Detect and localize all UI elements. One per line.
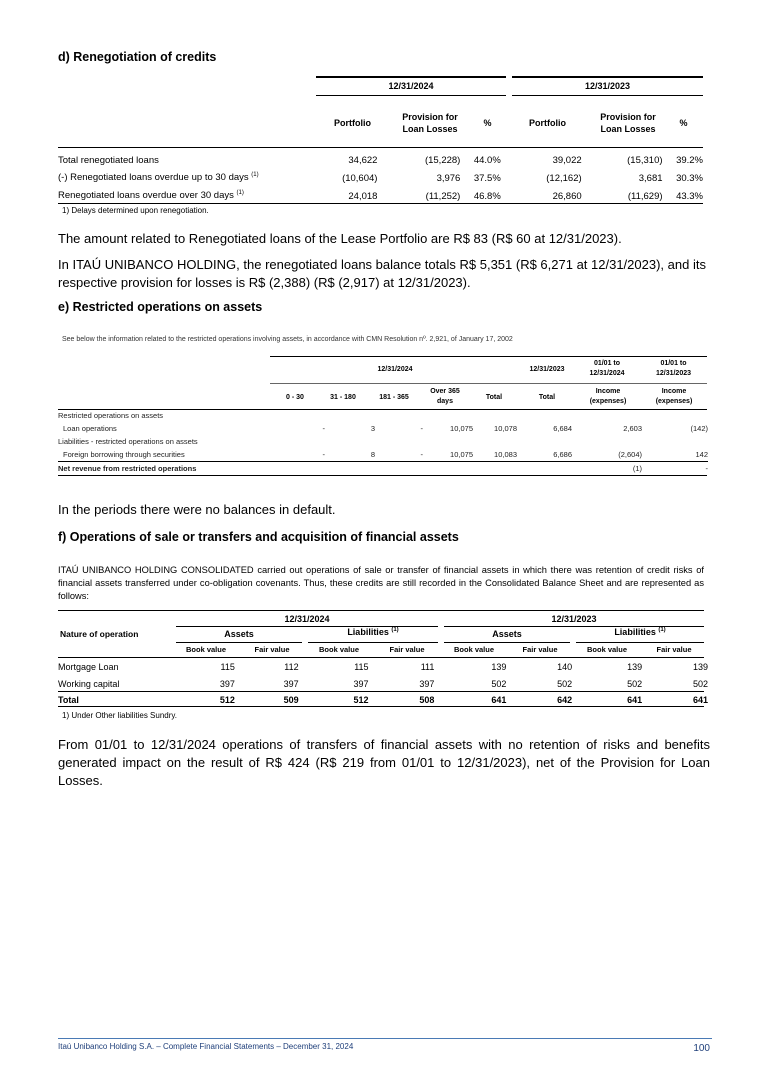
paragraph: In ITAÚ UNIBANCO HOLDING, the renegotiated loans balance totals R$ 5,351 (R$ 6,271 at 12/31/2023), and its respective provision for losses is R$ (2,388) (R$ (2,917) at 12/31/2023). <box>58 257 706 290</box>
group-label: Liabilities - restricted operations on assets <box>58 437 198 446</box>
rule <box>316 76 506 78</box>
row-label: Loan operations <box>63 424 117 433</box>
cell: 397 <box>353 678 369 689</box>
rule <box>512 76 703 78</box>
page-number: 100 <box>693 1043 710 1054</box>
col-book: Book value <box>586 645 627 654</box>
col-book: Book value <box>185 645 226 654</box>
paragraph: From 01/01 to 12/31/2024 operations of transfers of financial assets with no retention of risks and benefits generated impact on the result of R$ 424 (R$ 219 from 01/01 to 12/31/2023), net of the Provision for Loan Losses. <box>58 737 710 788</box>
cell: 142 <box>695 449 708 459</box>
rule <box>308 642 438 643</box>
cell: (11,629) <box>627 190 663 202</box>
cell: 642 <box>557 694 573 705</box>
cell: 139 <box>491 661 507 672</box>
footer-text: Itaú Unibanco Holding S.A. – Complete Financial Statements – December 31, 2024 <box>58 1042 354 1051</box>
col-over-365: Over 365 days <box>430 388 460 405</box>
cell: 502 <box>491 678 507 689</box>
date-2023: 12/31/2023 <box>529 366 565 373</box>
cell: (11,252) <box>425 190 461 202</box>
cell: 502 <box>557 678 573 689</box>
table-row <box>58 658 708 675</box>
cell: 3,681 <box>638 172 663 184</box>
col-fair: Fair value <box>389 645 425 654</box>
cell: 112 <box>284 661 299 672</box>
rule <box>58 475 707 476</box>
rule <box>58 610 704 611</box>
cell: 39,022 <box>552 154 582 166</box>
col-pct: % <box>483 118 492 128</box>
col-pct: % <box>679 118 688 128</box>
row-label: Total renegotiated loans <box>58 154 159 166</box>
table-row <box>58 461 708 475</box>
date-2024: 12/31/2024 <box>377 366 413 373</box>
col-0-30: 0 - 30 <box>286 394 304 401</box>
row-label: Working capital <box>58 678 120 689</box>
rule <box>270 383 707 384</box>
cell: 6,686 <box>553 449 572 459</box>
paragraph: The amount related to Renegotiated loans of the Lease Portfolio are R$ 83 (R$ 60 at 12/31/2023). <box>58 231 622 246</box>
col-portfolio: Portfolio <box>334 118 371 128</box>
cell: - <box>705 463 708 473</box>
cell: 139 <box>627 661 643 672</box>
cell: 43.3% <box>676 190 703 202</box>
cell: 8 <box>370 449 375 459</box>
cell: 24,018 <box>348 190 378 202</box>
renegotiation-table <box>58 151 703 205</box>
cell: (15,228) <box>424 154 461 166</box>
section-f-heading: f) Operations of sale or transfers and acquisition of financial assets <box>58 530 459 544</box>
col-total: Total <box>538 394 556 401</box>
table-row <box>58 409 708 422</box>
period-2023: 01/01 to 12/31/2023 <box>655 360 692 377</box>
date-2023: 12/31/2023 <box>551 614 597 624</box>
cell: (1) <box>632 463 642 473</box>
rule <box>512 95 703 96</box>
col-provision: Provision for Loan Losses <box>402 112 458 134</box>
cell: 115 <box>220 661 235 672</box>
cell: - <box>420 424 423 433</box>
cell: (15,310) <box>627 154 663 166</box>
cell: 3,976 <box>436 172 461 184</box>
table-row <box>58 448 708 461</box>
col-31-180: 31 - 180 <box>330 394 356 401</box>
assets-header: Assets <box>492 629 522 639</box>
col-181-365: 181 - 365 <box>379 394 409 401</box>
table-row <box>58 675 708 692</box>
assets-header: Assets <box>224 629 254 639</box>
table-row <box>58 187 703 205</box>
cell: 6,684 <box>553 424 572 433</box>
rule <box>270 356 707 357</box>
col-provision: Provision for Loan Losses <box>600 112 656 134</box>
rule <box>58 147 703 148</box>
col-fair: Fair value <box>254 645 290 654</box>
cell: 115 <box>354 661 369 672</box>
cell: 39.2% <box>676 154 703 166</box>
cell: 34,622 <box>348 154 378 166</box>
section-f-intro: ITAÚ UNIBANCO HOLDING CONSOLIDATED carried out operations of sale or transfer of financial assets in which there was retention of credit risks of financial assets transferred under co-obligation covenants. Thus, these credits are still recorded in the Consolidated Balance Sheet and are represented as follows: <box>58 565 704 601</box>
date-2023: 12/31/2023 <box>584 81 631 91</box>
group-label: Restricted operations on assets <box>58 411 164 420</box>
cell: 502 <box>627 678 643 689</box>
cell: - <box>322 424 325 433</box>
col-fair: Fair value <box>522 645 558 654</box>
rule <box>176 642 302 643</box>
section-d-heading: d) Renegotiation of credits <box>58 50 217 64</box>
cell: 641 <box>627 694 643 705</box>
cell: 512 <box>353 694 369 705</box>
cell: 46.8% <box>473 190 501 202</box>
net-label: Net revenue from restricted operations <box>58 463 197 473</box>
cell: 26,860 <box>552 190 582 202</box>
cell: 139 <box>692 661 708 672</box>
liabilities-header: Liabilities $^{(1)}$ <box>347 627 399 637</box>
cell: (10,604) <box>342 172 378 184</box>
col-total: Total <box>485 394 503 401</box>
cell: 10,083 <box>494 449 517 459</box>
table-row <box>58 692 708 707</box>
footnote: 1) Under Other liabilities Sundry. <box>62 711 178 720</box>
row-label: (-) Renegotiated loans overdue up to 30 days $^{(1)}$ <box>58 172 259 184</box>
col-book: Book value <box>453 645 494 654</box>
row-label: Renegotiated loans overdue over 30 days $^{(1)}$ <box>58 190 244 202</box>
rule <box>316 95 506 96</box>
section-e-intro: See below the information related to the restricted operations involving assets, in accordance with CMN Resolution nº. 2,921, of January 17, 2002 <box>62 336 513 343</box>
liabilities-header: Liabilities $^{(1)}$ <box>614 627 666 637</box>
col-income: Income (expenses) <box>655 388 693 405</box>
cell: 397 <box>283 678 299 689</box>
rule <box>576 642 704 643</box>
cell: 10,075 <box>450 449 473 459</box>
footer-rule <box>58 1038 712 1039</box>
row-label: Mortgage Loan <box>58 661 119 672</box>
table-row <box>58 151 703 169</box>
nature-of-operation: Nature of operation <box>60 629 139 639</box>
cell: (12,162) <box>546 172 582 184</box>
cell: (2,604) <box>618 449 642 459</box>
cell: 10,078 <box>494 424 517 433</box>
date-2024: 12/31/2024 <box>284 614 330 624</box>
cell: 2,603 <box>623 424 642 433</box>
cell: 397 <box>419 678 435 689</box>
cell: 641 <box>491 694 507 705</box>
cell: 641 <box>692 694 708 705</box>
col-fair: Fair value <box>656 645 692 654</box>
col-portfolio: Portfolio <box>529 118 566 128</box>
restricted-ops-table <box>58 409 708 475</box>
cell: 37.5% <box>473 172 501 184</box>
cell: - <box>420 449 423 459</box>
cell: - <box>322 449 325 459</box>
col-book: Book value <box>318 645 359 654</box>
cell: 502 <box>692 678 708 689</box>
cell: 3 <box>370 424 375 433</box>
rule <box>444 642 570 643</box>
table-row <box>58 435 708 448</box>
paragraph: In the periods there were no balances in default. <box>58 502 336 517</box>
cell: (142) <box>690 424 708 433</box>
date-2024: 12/31/2024 <box>388 81 434 91</box>
cell: 512 <box>219 694 235 705</box>
row-label: Total <box>58 694 79 705</box>
cell: 397 <box>219 678 235 689</box>
cell: 10,075 <box>450 424 473 433</box>
cell: 111 <box>420 661 435 672</box>
row-label: Foreign borrowing through securities <box>63 449 185 459</box>
table-row <box>58 422 708 435</box>
transfers-table <box>58 658 708 707</box>
section-e-heading: e) Restricted operations on assets <box>58 300 263 314</box>
cell: 30.3% <box>676 172 703 184</box>
table-row <box>58 169 703 187</box>
cell: 140 <box>557 661 573 672</box>
cell: 509 <box>283 694 299 705</box>
period-2024: 01/01 to 12/31/2024 <box>589 360 625 377</box>
footnote: 1) Delays determined upon renegotiation. <box>62 206 209 215</box>
cell: 44.0% <box>473 154 501 166</box>
cell: 508 <box>419 694 435 705</box>
col-income: Income (expenses) <box>589 388 627 405</box>
